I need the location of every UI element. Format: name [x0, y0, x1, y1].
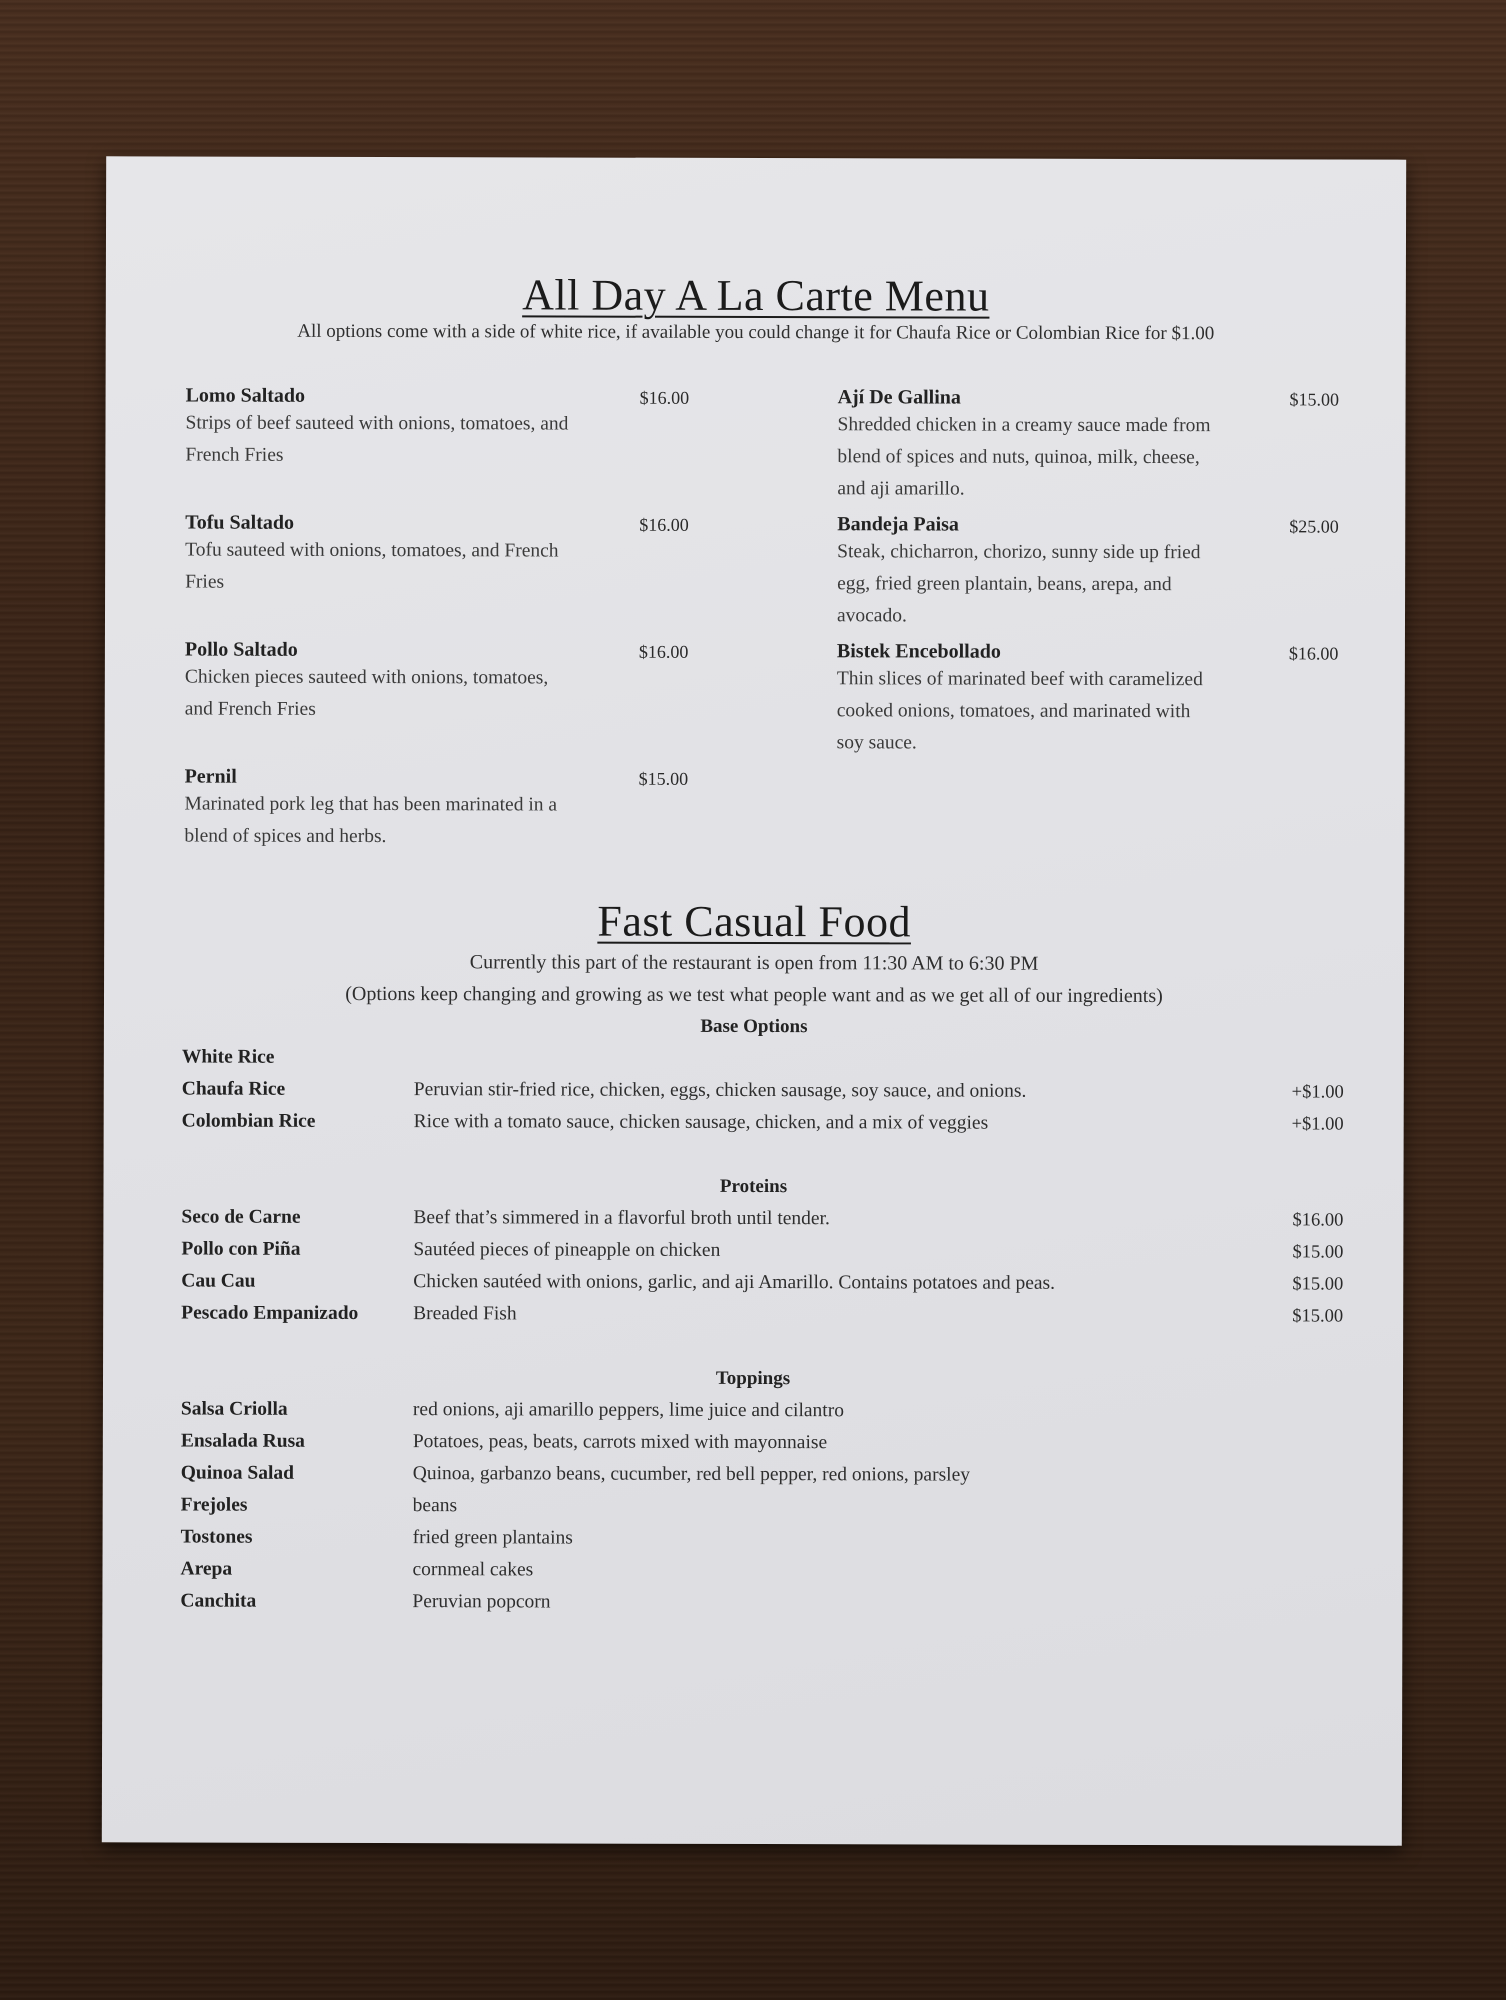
protein-desc: Sautéed pieces of pineapple on chicken: [413, 1239, 721, 1261]
menu-item: [837, 640, 1357, 760]
item-desc-line: French Fries: [185, 444, 284, 466]
topping-desc: Peruvian popcorn: [412, 1591, 551, 1613]
topping-name: Ensalada Rusa: [180, 1430, 305, 1452]
base-price: +$1.00: [1291, 1114, 1344, 1135]
menu-paper: [102, 156, 1406, 1845]
item-desc-line: Tofu sauteed with onions, tomatoes, and French: [185, 539, 559, 562]
topping-name: Salsa Criolla: [180, 1398, 288, 1420]
topping-name: Arepa: [180, 1558, 233, 1580]
protein-name: Pollo con Piña: [181, 1238, 301, 1260]
item-desc-line: cooked onions, tomatoes, and marinated with: [836, 700, 1191, 723]
item-desc-line: blend of spices and nuts, quinoa, milk, cheese,: [837, 446, 1200, 469]
topping-desc: beans: [412, 1495, 458, 1517]
protein-desc: Chicken sautéed with onions, garlic, and aji Amarillo. Contains potatoes and peas.: [413, 1271, 1056, 1294]
fast-casual-title: Fast Casual Food: [597, 896, 912, 947]
base-desc: Peruvian stir-fried rice, chicken, eggs, chicken sausage, soy sauce, and onions.: [413, 1079, 1027, 1102]
topping-desc: Quinoa, garbanzo beans, cucumber, red bell pepper, red onions, parsley: [412, 1463, 971, 1486]
item-desc-line: blend of spices and herbs.: [184, 825, 387, 848]
item-desc-line: avocado.: [836, 605, 907, 627]
item-name: Bistek Encebollado: [836, 640, 1001, 663]
menu-item: [185, 512, 705, 600]
protein-desc: Breaded Fish: [413, 1303, 517, 1325]
item-price: $16.00: [639, 387, 690, 408]
item-name: Pernil: [184, 765, 237, 788]
item-price: $15.00: [1289, 389, 1340, 410]
base-options-heading: Base Options: [700, 1015, 808, 1038]
item-desc-line: Strips of beef sauteed with onions, tomatoes, and: [185, 412, 569, 435]
item-desc-line: egg, fried green plantain, beans, arepa, and: [837, 573, 1172, 596]
base-name: White Rice: [181, 1046, 275, 1068]
topping-desc: Potatoes, peas, beats, carrots mixed with mayonnaise: [412, 1431, 828, 1454]
topping-desc: cornmeal cakes: [412, 1559, 534, 1581]
menu-item: [184, 766, 704, 854]
menu-item: [837, 386, 1357, 506]
item-name: Pollo Saltado: [184, 638, 298, 661]
item-desc-line: Chicken pieces sauteed with onions, tomatoes,: [184, 666, 549, 689]
base-desc: Rice with a tomato sauce, chicken sausage, chicken, and a mix of veggies: [413, 1111, 989, 1134]
item-name: Lomo Saltado: [185, 384, 306, 407]
fast-casual-hours: Currently this part of the restaurant is open from 11:30 AM to 6:30 PM: [469, 951, 1039, 975]
item-price: $15.00: [638, 768, 689, 789]
menu-item: [185, 639, 705, 727]
menu-item: [837, 513, 1357, 633]
item-desc-line: Fries: [185, 571, 225, 593]
topping-desc: red onions, aji amarillo peppers, lime juice and cilantro: [412, 1399, 844, 1422]
item-desc-line: and French Fries: [184, 698, 316, 720]
protein-price: $15.00: [1292, 1242, 1344, 1263]
menu-item: [185, 385, 705, 473]
protein-name: Seco de Carne: [181, 1206, 301, 1228]
item-desc-line: Thin slices of marinated beef with caramelized: [836, 668, 1203, 691]
item-desc-line: soy sauce.: [836, 732, 917, 754]
item-price: $16.00: [638, 641, 689, 662]
item-desc-line: Marinated pork leg that has been marinated in a: [184, 793, 558, 816]
item-name: Tofu Saltado: [185, 511, 295, 534]
protein-price: $16.00: [1292, 1210, 1344, 1231]
base-name: Chaufa Rice: [181, 1078, 286, 1100]
protein-price: $15.00: [1292, 1274, 1344, 1295]
item-price: $16.00: [1288, 643, 1339, 664]
protein-name: Cau Cau: [181, 1270, 256, 1292]
protein-name: Pescado Empanizado: [181, 1302, 359, 1324]
base-name: Colombian Rice: [181, 1110, 316, 1132]
protein-desc: Beef that’s simmered in a flavorful broth until tender.: [413, 1207, 830, 1230]
topping-name: Quinoa Salad: [180, 1462, 295, 1484]
item-desc-line: Shredded chicken in a creamy sauce made from: [837, 414, 1211, 437]
ala-carte-title: All Day A La Carte Menu: [522, 270, 990, 321]
toppings-heading: Toppings: [715, 1367, 791, 1390]
item-name: Ají De Gallina: [837, 386, 961, 409]
item-price: $16.00: [639, 514, 689, 535]
topping-desc: fried green plantains: [412, 1527, 573, 1549]
item-price: $25.00: [1289, 516, 1339, 537]
fast-casual-note: (Options keep changing and growing as we test what people want and as we get all of our ingredients): [345, 982, 1163, 1008]
ala-carte-subtitle: All options come with a side of white rice, if available you could change it for Chaufa Rice or Colombian Rice for $1.00: [297, 320, 1215, 345]
topping-name: Tostones: [180, 1526, 253, 1548]
proteins-heading: Proteins: [719, 1175, 788, 1198]
item-desc-line: Steak, chicharron, chorizo, sunny side up fried: [837, 541, 1201, 564]
topping-name: Frejoles: [180, 1494, 248, 1516]
base-price: +$1.00: [1291, 1082, 1344, 1103]
protein-price: $15.00: [1292, 1306, 1344, 1327]
item-desc-line: and aji amarillo.: [837, 478, 965, 500]
topping-name: Canchita: [180, 1590, 257, 1612]
item-name: Bandeja Paisa: [837, 513, 959, 536]
